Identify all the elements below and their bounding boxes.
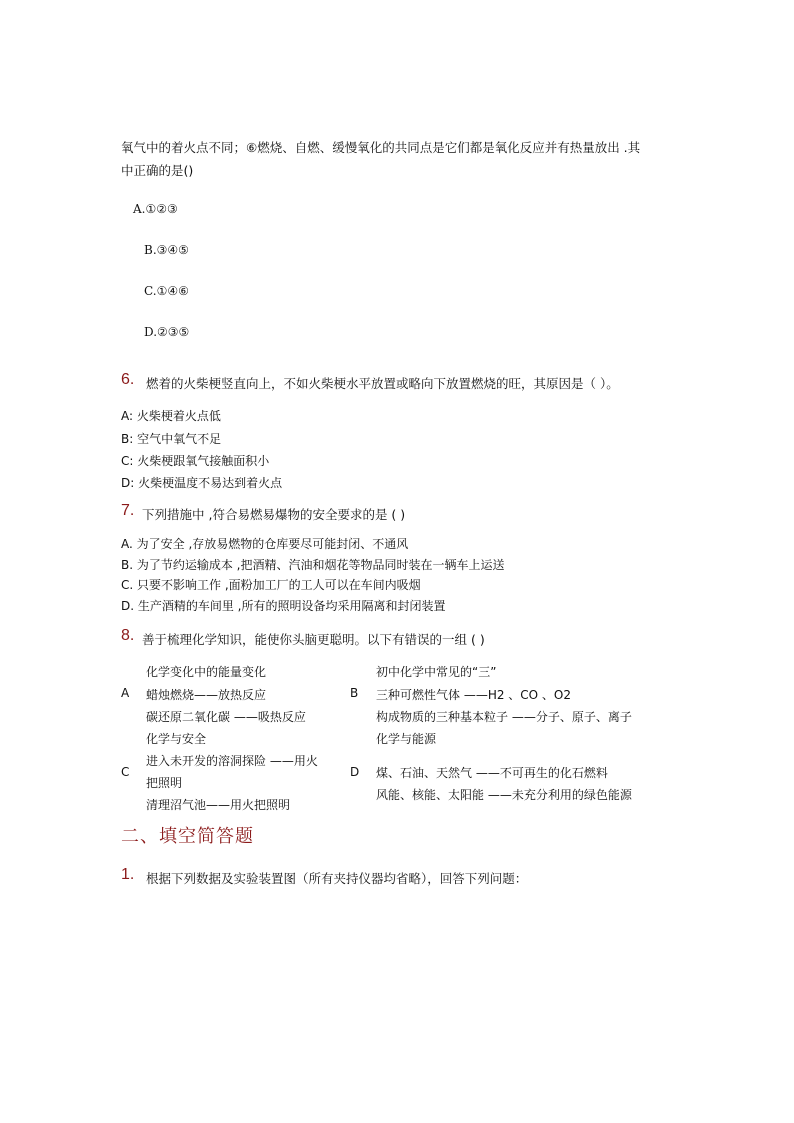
q8-cell-d-label: D [350, 765, 360, 779]
q5-text-line2: 中正确的是() [121, 163, 194, 178]
q7-option-d: D. 生产酒精的车间里 ,所有的照明设备均采用隔离和封闭装置 [121, 599, 446, 613]
q5-text-line1: 氧气中的着火点不同；⑥燃烧、自燃、缓慢氧化的共同点是它们都是氧化反应并有热量放出 .其 [121, 140, 641, 155]
q8-cell-d-line2: 煤、石油、天然气 ——不可再生的化石燃料 [376, 766, 608, 780]
q7-option-a: A. 为了安全 ,存放易燃物的仓库要尽可能封闭、不通风 [121, 537, 409, 551]
section-heading: 二、填空简答题 [121, 826, 254, 847]
q8-cell-b-label: B [350, 686, 359, 700]
q8-cell-a-line3: 碳还原二氧化碳 ——吸热反应 [146, 710, 306, 724]
q6-option-c: C: 火柴梗跟氧气接触面积小 [121, 454, 270, 468]
q8-number: 8. [121, 627, 135, 644]
q8-cell-c-line2: 进入未开发的溶洞探险 ——用火 [146, 754, 318, 768]
q8-cell-b-line2: 三种可燃性气体 ——H2 、CO 、O2 [376, 688, 572, 702]
q6-option-d: D: 火柴梗温度不易达到着火点 [121, 476, 283, 490]
q5-option-c: C.①④⑥ [144, 284, 189, 298]
q7-option-b: B. 为了节约运输成本 ,把酒精、汽油和烟花等物品同时装在一辆车上运送 [121, 558, 505, 572]
q8-cell-c-line1: 化学与安全 [146, 732, 207, 746]
q8-cell-a-label: A [121, 686, 130, 700]
q7-text: 下列措施中 ,符合易燃易爆物的安全要求的是 ( ) [142, 507, 406, 522]
q7-option-c: C. 只要不影响工作 ,面粉加工厂的工人可以在车间内吸烟 [121, 578, 421, 592]
q8-text: 善于梳理化学知识，能使你头脑更聪明。以下有错误的一组 ( ) [142, 632, 485, 647]
q8-cell-c-label: C [121, 765, 130, 779]
q8-cell-b-line1: 初中化学中常见的“三” [376, 665, 497, 679]
q6-number: 6. [121, 371, 135, 388]
q5-option-a: A.①②③ [133, 202, 178, 216]
q8-cell-d-line1: 化学与能源 [376, 732, 437, 746]
q6-option-b: B: 空气中氧气不足 [121, 432, 222, 446]
q8-cell-b-line3: 构成物质的三种基本粒子 ——分子、原子、离子 [376, 710, 632, 724]
q1-number: 1. [121, 866, 135, 883]
q7-number: 7. [121, 502, 135, 519]
q8-cell-c-line3: 把照明 [146, 776, 183, 790]
q8-cell-c-line4: 清理沼气池——用火把照明 [146, 798, 291, 812]
q5-option-b: B.③④⑤ [144, 243, 189, 257]
q5-option-d: D.②③⑤ [144, 325, 190, 339]
q8-cell-a-line2: 蜡烛燃烧——放热反应 [146, 688, 267, 702]
q8-cell-a-line1: 化学变化中的能量变化 [146, 665, 267, 679]
q6-text: 燃着的火柴梗竖直向上，不如火柴梗水平放置或略向下放置燃烧的旺，其原因是（ ）。 [146, 376, 619, 391]
q1-text: 根据下列数据及实验装置图（所有夹持仪器均省略），回答下列问题： [146, 871, 528, 886]
q8-cell-d-line3: 风能、核能、太阳能 ——未充分利用的绿色能源 [376, 788, 632, 802]
q6-option-a: A: 火柴梗着火点低 [121, 409, 221, 423]
